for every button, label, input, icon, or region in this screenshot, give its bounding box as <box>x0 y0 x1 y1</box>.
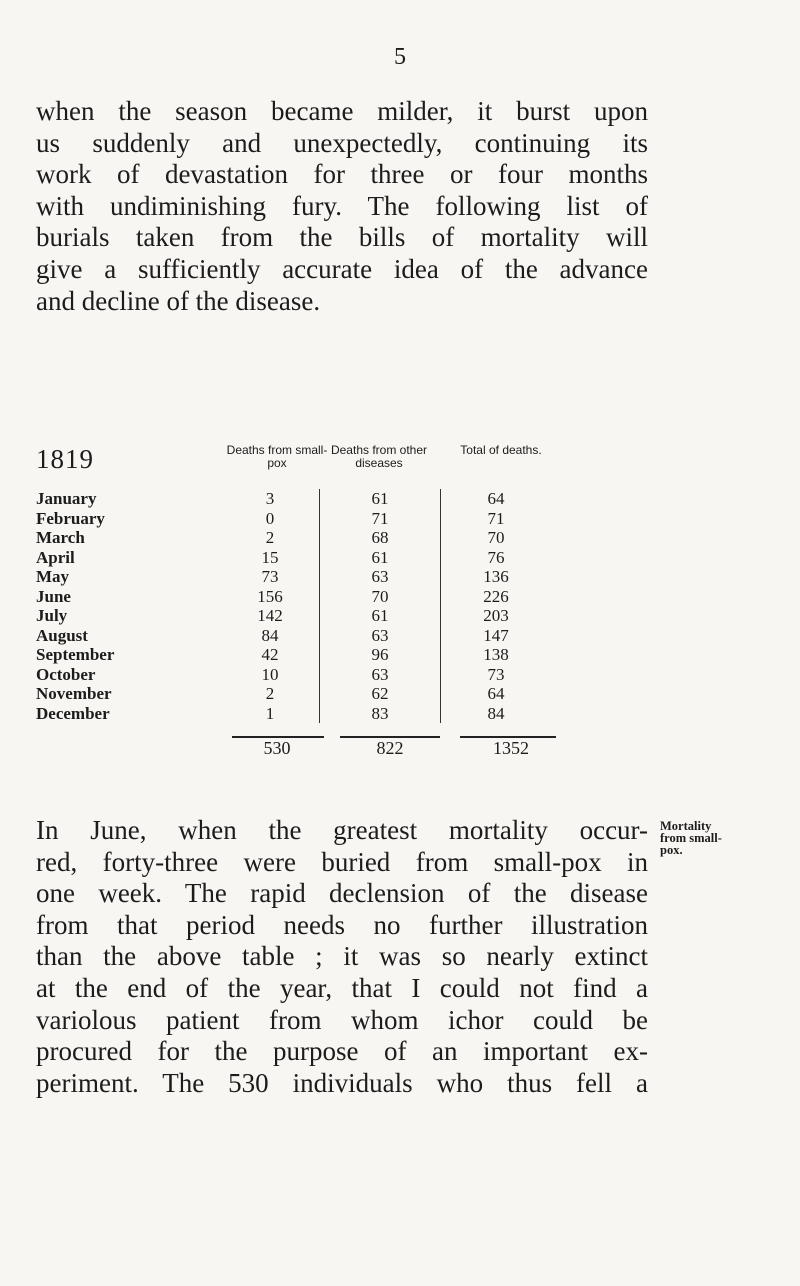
text-line: give a sufficiently accurate idea of the advance <box>36 253 648 284</box>
text-line: at the end of the year, that I could not find a <box>36 972 648 1003</box>
text-line: and decline of the disease. <box>36 285 321 316</box>
smallpox-cell: 142 <box>257 606 283 625</box>
text-line: than the above table ; it was so nearly extinct <box>36 941 648 972</box>
text-line: variolous patient from whom ichor could be <box>36 1004 648 1035</box>
mortality-table <box>36 489 746 723</box>
smallpox-cell: 42 <box>261 645 279 664</box>
smallpox-cell: 0 <box>265 508 275 528</box>
month-cell: June <box>36 586 71 606</box>
smallpox-cell: 15 <box>261 547 279 567</box>
spacer-cell <box>551 567 746 587</box>
table-row <box>36 626 746 646</box>
month-cell: August <box>36 625 88 645</box>
text-line: procured for the purpose of an important ex- <box>36 1036 648 1067</box>
total-smallpox: 530 <box>263 738 291 758</box>
spacer-cell <box>551 704 746 724</box>
marginal-note-line: pox. <box>660 843 683 857</box>
page-number: 5 <box>394 44 406 70</box>
table-row <box>36 489 746 509</box>
table-row <box>36 665 746 685</box>
other-cell: 83 <box>320 704 441 724</box>
smallpox-cell: 3 <box>265 489 275 508</box>
total-cell: 203 <box>483 606 509 625</box>
table-row <box>36 704 746 724</box>
other-cell: 96 <box>320 645 441 665</box>
total-cell: 226 <box>483 586 509 606</box>
text-line: burials taken from the bills of mortality will <box>36 222 648 253</box>
other-cell: 62 <box>320 684 441 704</box>
total-cell: 136 <box>483 567 509 586</box>
other-cell: 63 <box>320 567 441 587</box>
smallpox-cell: 10 <box>261 664 279 684</box>
smallpox-cell: 2 <box>265 528 275 547</box>
smallpox-cell: 84 <box>261 625 279 645</box>
text-line: periment. The 530 individuals who thus fell a <box>36 1067 648 1098</box>
spacer-cell <box>551 626 746 646</box>
table-row <box>36 684 746 704</box>
text-line: work of devastation for three or four months <box>36 159 648 190</box>
month-cell: February <box>36 508 105 528</box>
spacer-cell <box>551 665 746 685</box>
table-row <box>36 567 746 587</box>
total-other: 822 <box>376 738 404 758</box>
smallpox-cell: 2 <box>265 684 275 703</box>
spacer-cell <box>551 645 746 665</box>
table-header <box>36 444 756 488</box>
total-cell: 84 <box>487 703 505 723</box>
text-line: us suddenly and unexpectedly, continuing its <box>36 127 648 158</box>
text-line: In June, when the greatest mortality occur- <box>36 815 648 845</box>
other-cell: 63 <box>320 665 441 685</box>
total-cell: 70 <box>487 528 505 547</box>
table-row <box>36 548 746 568</box>
other-cell: 70 <box>320 587 441 607</box>
marginal-note-line: Mortality <box>660 819 712 833</box>
marginal-note-line: from small- <box>660 831 722 845</box>
spacer-cell <box>551 548 746 568</box>
table-year: 1819 <box>36 444 94 474</box>
spacer-cell <box>551 489 746 509</box>
smallpox-cell: 73 <box>261 567 279 586</box>
smallpox-cell: 1 <box>265 703 275 723</box>
header-smallpox-deaths: Deaths from small-pox <box>226 443 328 470</box>
spacer-cell <box>551 587 746 607</box>
table-row <box>36 509 746 529</box>
month-cell: May <box>36 567 70 586</box>
table-row <box>36 587 746 607</box>
text-line: red, forty-three were buried from small-pox in <box>36 846 648 877</box>
intro-paragraph <box>36 96 648 317</box>
other-cell: 68 <box>320 528 441 548</box>
table-row <box>36 606 746 626</box>
total-cell: 147 <box>483 625 509 645</box>
total-cell: 76 <box>487 547 505 567</box>
total-cell: 138 <box>483 645 509 664</box>
body-paragraph <box>36 815 648 1099</box>
spacer-cell <box>551 509 746 529</box>
text-line: from that period needs no further illustration <box>36 909 648 940</box>
month-cell: December <box>36 703 110 723</box>
total-cell: 64 <box>487 489 505 508</box>
smallpox-cell: 156 <box>257 586 283 606</box>
spacer-cell <box>551 528 746 548</box>
month-cell: November <box>36 684 112 703</box>
month-cell: April <box>36 547 75 567</box>
month-cell: March <box>36 528 85 547</box>
total-cell: 73 <box>487 664 505 684</box>
other-cell: 61 <box>320 606 441 626</box>
text-line: one week. The rapid declension of the disease <box>36 878 648 909</box>
header-total-deaths: Total of deaths. <box>460 443 542 457</box>
other-cell: 63 <box>320 626 441 646</box>
spacer-cell <box>551 684 746 704</box>
table-row <box>36 645 746 665</box>
total-cell: 64 <box>487 684 505 703</box>
table-row <box>36 528 746 548</box>
other-cell: 61 <box>320 489 441 509</box>
text-line: with undiminishing fury. The following list of <box>36 190 648 221</box>
total-cell: 71 <box>487 508 505 528</box>
month-cell: October <box>36 664 96 684</box>
month-cell: September <box>36 645 115 664</box>
spacer-cell <box>551 606 746 626</box>
month-cell: January <box>36 489 97 508</box>
marginal-note <box>660 820 770 856</box>
other-cell: 61 <box>320 548 441 568</box>
header-other-deaths: Deaths from other diseases <box>330 443 428 470</box>
text-line: when the season became milder, it burst upon <box>36 96 648 126</box>
total-all: 1352 <box>493 738 529 758</box>
month-cell: July <box>36 606 68 625</box>
other-cell: 71 <box>320 509 441 529</box>
